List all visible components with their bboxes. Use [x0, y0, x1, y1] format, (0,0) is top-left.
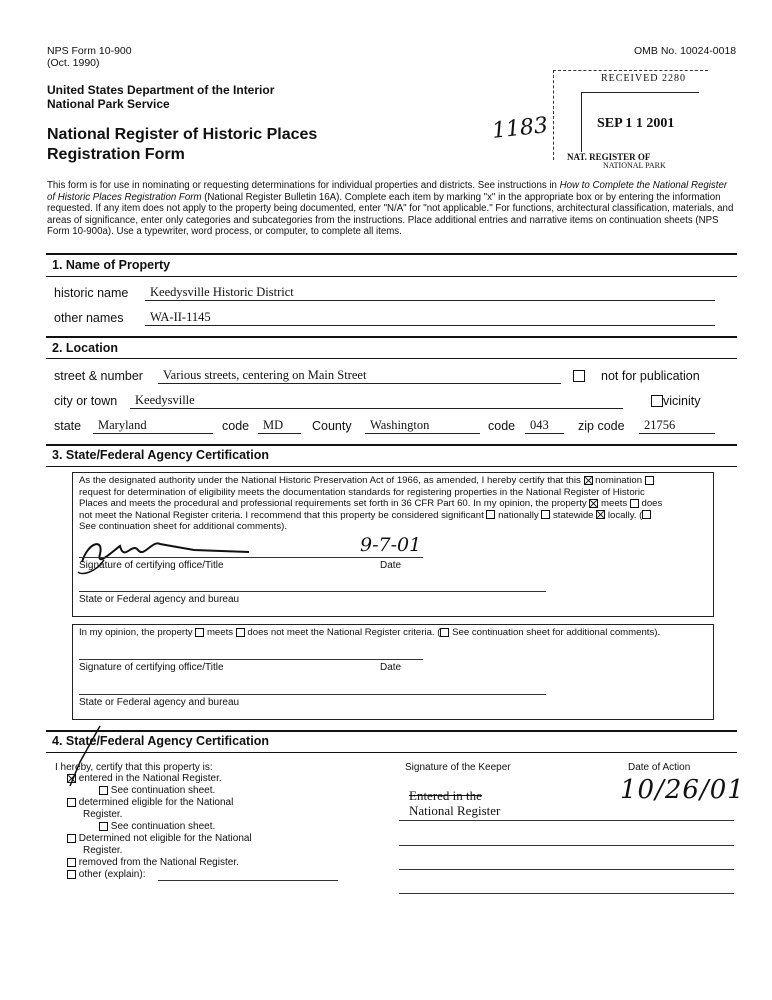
historic-name-label: historic name: [54, 286, 129, 300]
statewide-label: statewide: [552, 509, 594, 521]
state-code-label: code: [222, 419, 250, 433]
section-1-heading: 1. Name of Property: [52, 258, 171, 272]
vicinity-checkbox[interactable]: [651, 395, 663, 407]
not-eligible-checkbox[interactable]: [67, 834, 76, 843]
entered-checkbox[interactable]: [67, 774, 76, 783]
not-eligible-row: [67, 833, 252, 845]
zip-field[interactable]: 21756: [639, 418, 715, 434]
cert-line-5: See continuation sheet for additional comments).: [79, 521, 287, 532]
service: National Park Service: [47, 97, 170, 111]
section-3-heading: 3. State/Federal Agency Certification: [52, 448, 269, 462]
date-of-action-label: Date of Action: [628, 762, 691, 773]
county-code-label: code: [488, 419, 516, 433]
request-checkbox[interactable]: [645, 476, 654, 485]
signature-scribble: [74, 532, 264, 580]
street-label: street & number: [54, 369, 143, 383]
opinion-continuation: See continuation sheet for additional comments).: [452, 627, 661, 638]
meets-label: meets: [601, 498, 628, 509]
handwritten-number: 1183: [490, 113, 550, 144]
certify-text: I hereby, certify that this property is:: [55, 762, 213, 773]
see-continuation-label-1: See continuation sheet.: [110, 785, 216, 796]
historic-name-field[interactable]: Keedysville Historic District: [145, 285, 715, 301]
meets-checkbox[interactable]: [589, 499, 598, 508]
keeper-label: Signature of the Keeper: [405, 762, 511, 773]
city-field[interactable]: Keedysville: [130, 393, 623, 409]
opinion-not-meet-checkbox[interactable]: [236, 628, 245, 637]
opinion-line: In my opinion, the property: [79, 627, 193, 638]
locally-checkbox[interactable]: [596, 510, 605, 519]
other-names-field[interactable]: WA-II-1145: [145, 310, 715, 326]
state-field[interactable]: Maryland: [93, 418, 213, 434]
intro-text-2: (National Register Bulletin 16A). Complete each item by marking "x" in the appropriate box or by entering the information requested. If any item does not apply to the property being documented, enter "N/A" for "not applicable." For functions, architectural classification, materials, and areas of significance, enter only categories and subcategories from the instructions. Place additional entries and narrative items on continuation sheets (NPS Form 10-900a). Use a typewriter, word process, or computer, to complete all items.: [47, 191, 734, 237]
other-row: [67, 869, 145, 881]
not-eligible-label: Determined not eligible for the National: [78, 833, 252, 844]
nomination-checkbox[interactable]: [584, 476, 593, 485]
form-title: National Register of Historic Places: [47, 126, 318, 143]
stamp-received: RECEIVED 2280: [601, 73, 686, 84]
not-for-publication-checkbox[interactable]: [573, 370, 585, 382]
city-label: city or town: [54, 394, 118, 408]
nationally-checkbox[interactable]: [486, 510, 495, 519]
date-label: Date: [380, 560, 402, 571]
not-for-publication-label: not for publication: [601, 369, 700, 383]
eligible-label: determined eligible for the National: [78, 797, 234, 808]
signature2-label: Signature of certifying office/Title: [79, 662, 224, 673]
opinion-not-meet-label: does not meet the National Register criteria. (: [247, 627, 441, 638]
see2-row: [99, 821, 215, 833]
certification-text: [79, 475, 709, 533]
county-label: County: [312, 419, 352, 433]
cert-line-1: As the designated authority under the National Historic Preservation Act of 1966, as amended, I hereby certify that this: [79, 475, 581, 486]
nomination-label: nomination: [595, 475, 643, 486]
see-continuation-checkbox-2[interactable]: [99, 822, 108, 831]
omb-number: OMB No. 10024-0018: [634, 45, 737, 57]
entered-stamp-line-1: Entered in the: [409, 788, 482, 803]
street-field[interactable]: Various streets, centering on Main Street: [158, 368, 561, 384]
received-stamp: [553, 70, 708, 168]
opinion-meets-label: meets: [206, 627, 234, 638]
stamp-date: SEP 1 1 2001: [597, 116, 675, 131]
see-continuation-label-2: See continuation sheet.: [110, 821, 216, 832]
continuation-checkbox-1[interactable]: [642, 510, 651, 519]
not-eligible-register: Register.: [83, 845, 123, 856]
continuation-checkbox-2[interactable]: [440, 628, 449, 637]
section-4-heading: 4. State/Federal Agency Certification: [52, 734, 269, 748]
cert-line-3: Places and meets the procedural and professional requirements set forth in 36 CFR Part 60. In my opinion, the property: [79, 498, 587, 509]
see1-row: [99, 785, 215, 797]
date-of-action-value: 10/26/01: [620, 775, 745, 805]
eligible-checkbox[interactable]: [67, 798, 76, 807]
removed-row: [67, 857, 239, 869]
nationally-label: nationally: [498, 509, 539, 521]
opinion-text: [79, 627, 660, 638]
county-field[interactable]: Washington: [365, 418, 480, 434]
see-continuation-checkbox-1[interactable]: [99, 786, 108, 795]
stamp-nat2: NATIONAL PARK: [603, 161, 666, 170]
state-label: state: [54, 419, 82, 433]
signature-label: Signature of certifying office/Title: [79, 560, 224, 571]
date2-label: Date: [380, 662, 402, 673]
removed-checkbox[interactable]: [67, 858, 76, 867]
cert-line-4: not meet the National Register criteria. I recommend that this property be considered significant: [79, 509, 484, 521]
agency-bureau2-label: State or Federal agency and bureau: [79, 697, 240, 708]
other-explain-field[interactable]: [158, 880, 338, 881]
locally-label: locally. (: [607, 509, 643, 521]
does-not-meet-checkbox[interactable]: [630, 499, 639, 508]
signature-date: 9-7-01: [360, 534, 422, 556]
does-label: does: [641, 498, 663, 509]
stamp-nat: NAT. REGISTER OF: [567, 152, 651, 162]
entered-label: entered in the National Register.: [78, 773, 222, 784]
opinion-meets-checkbox[interactable]: [195, 628, 204, 637]
eligible-row: [67, 797, 233, 809]
entered-row: [67, 773, 222, 785]
agency-bureau-label: State or Federal agency and bureau: [79, 594, 240, 605]
form-date: (Oct. 1990): [47, 57, 100, 69]
zip-label: zip code: [578, 419, 625, 433]
intro-bulletin-title: How to Complete the National Register of Historic Places Registration Form: [47, 180, 728, 203]
section-2-heading: 2. Location: [52, 341, 118, 355]
department: United States Department of the Interior: [47, 83, 275, 97]
state-code-field[interactable]: MD: [258, 418, 301, 434]
eligible-register: Register.: [83, 809, 123, 820]
other-label: other (explain):: [78, 869, 146, 880]
entered-stamp-line-2: National Register: [409, 803, 501, 818]
vicinity-label: vicinity: [663, 394, 701, 408]
form-number: NPS Form 10-900: [47, 45, 132, 57]
other-names-label: other names: [54, 311, 124, 325]
other-checkbox[interactable]: [67, 870, 76, 879]
instructions-paragraph: [47, 180, 737, 238]
county-code-field[interactable]: 043: [525, 418, 564, 434]
form-subtitle: Registration Form: [47, 146, 185, 163]
removed-label: removed from the National Register.: [78, 857, 239, 868]
cert-line-2: request for determination of eligibility meets the documentation standards for registering properties in the National Register of Historic: [79, 486, 645, 498]
statewide-checkbox[interactable]: [541, 510, 550, 519]
intro-text-1: This form is for use in nominating or requesting determinations for individual properties and districts. See instructions in: [47, 180, 560, 191]
